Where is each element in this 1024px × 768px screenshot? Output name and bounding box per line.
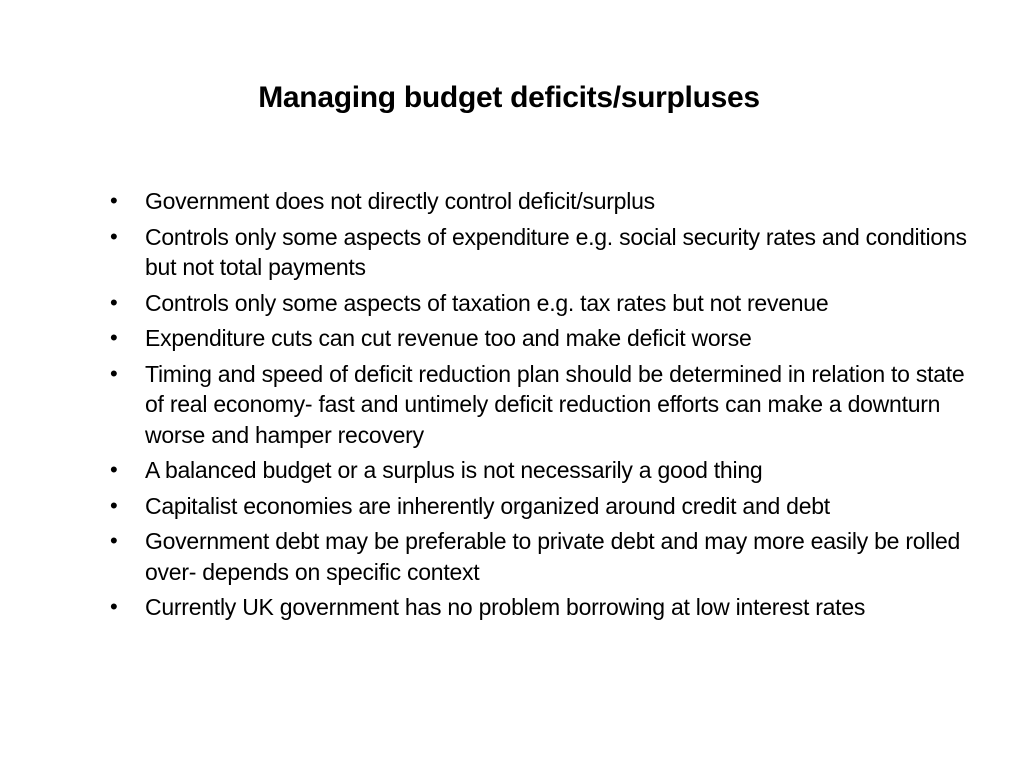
bullet-list [110,186,970,628]
bullet-text: Controls only some aspects of expenditure e.g. social security rates and conditions but not total payments [145,223,967,280]
bullet-icon: • [110,223,118,249]
bullet-icon: • [110,492,118,518]
list-item [110,222,970,283]
list-item [110,455,970,486]
bullet-text: Government debt may be preferable to private debt and may more easily be rolled over- depends on specific context [145,528,961,585]
bullet-text: Government does not directly control deficit/surplus [145,188,655,214]
bullet-icon: • [110,188,118,213]
bullet-icon: • [110,360,118,386]
list-item [110,359,970,451]
bullet-icon: • [110,325,118,350]
bullet-text: Timing and speed of deficit reduction plan should be determined in relation to state of real economy- fast and untimely deficit reduction efforts can make a downturn worse and hamper recovery [145,360,965,448]
bullet-text: A balanced budget or a surplus is not necessarily a good thing [145,457,763,483]
bullet-text: Expenditure cuts can cut revenue too and make deficit worse [145,325,752,351]
slide-title: Managing budget deficits/surpluses [258,81,760,114]
list-item [110,186,970,217]
bullet-text: Capitalist economies are inherently organized around credit and debt [145,492,830,519]
bullet-text: Currently UK government has no problem borrowing at low interest rates [145,594,866,620]
list-item [110,288,970,319]
bullet-icon: • [110,289,118,315]
list-item [110,323,970,354]
list-item [110,491,970,522]
list-item [110,592,970,623]
list-item [110,526,970,587]
bullet-icon: • [110,528,118,553]
bullet-text: Controls only some aspects of taxation e.g. tax rates but not revenue [145,289,829,316]
bullet-icon: • [110,457,118,482]
bullet-icon: • [110,594,118,619]
